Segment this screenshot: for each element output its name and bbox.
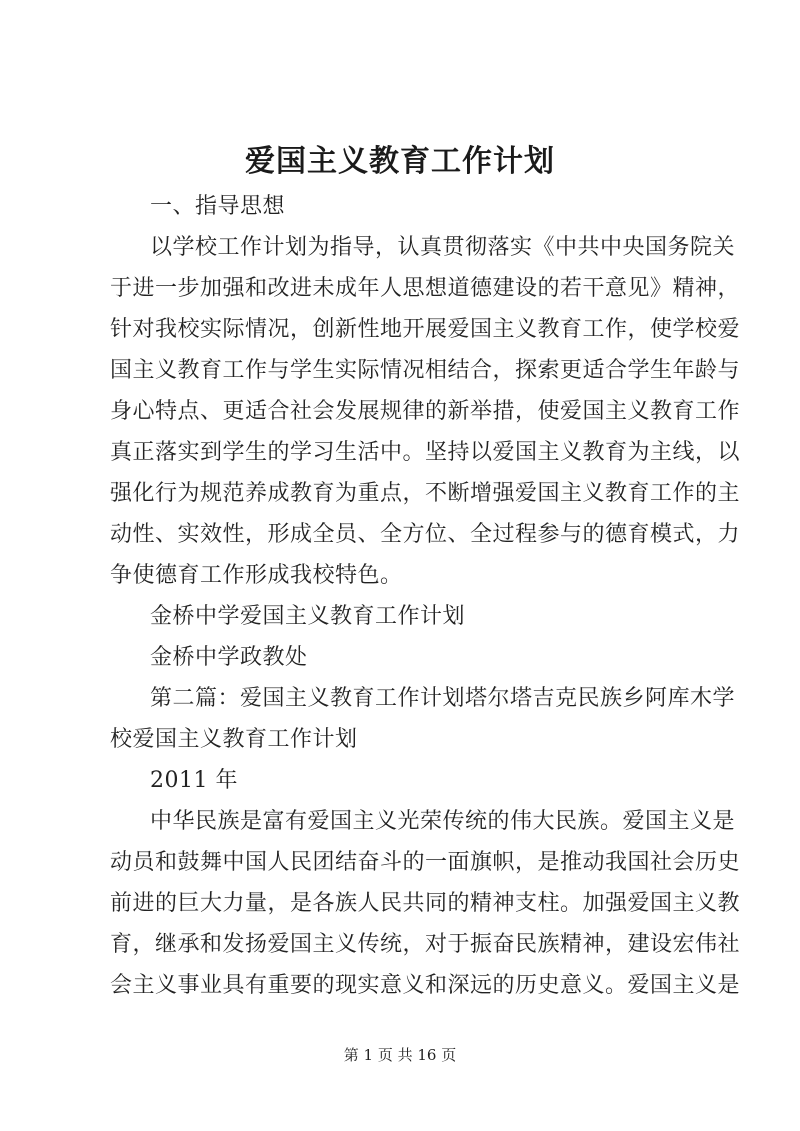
paragraph-line: 争使德育工作形成我校特色。 <box>110 563 403 588</box>
subtitle-line: 金桥中学爱国主义教育工作计划 <box>150 604 466 629</box>
paragraph-line: 真正落实到学生的学习生活中。坚持以爱国主义教育为主线，以 <box>110 440 741 465</box>
paragraph-line: 动员和鼓舞中国人民团结奋斗的一面旗帜，是推动我国社会历史 <box>110 850 741 875</box>
paragraph-line: 育，继承和发扬爱国主义传统，对于振奋民族精神，建设宏伟社 <box>110 932 741 957</box>
chapter-heading-line: 校爱国主义教育工作计划 <box>110 727 358 752</box>
chapter-heading-line: 第二篇：爱国主义教育工作计划塔尔塔吉克民族乡阿库木学 <box>150 686 736 711</box>
paragraph-line: 以学校工作计划为指导，认真贯彻落实《中共中央国务院关 <box>150 235 736 260</box>
paragraph-line: 会主义事业具有重要的现实意义和深远的历史意义。爱国主义是 <box>110 973 741 998</box>
paragraph-line: 身心特点、更适合社会发展规律的新举措，使爱国主义教育工作 <box>110 399 741 424</box>
paragraph-line: 中华民族是富有爱国主义光荣传统的伟大民族。爱国主义是 <box>150 809 736 834</box>
paragraph-line: 前进的巨大力量，是各族人民共同的精神支柱。加强爱国主义教 <box>110 891 741 916</box>
document-body <box>110 186 741 1006</box>
paragraph-line: 国主义教育工作与学生实际情况相结合，探索更适合学生年龄与 <box>110 358 741 383</box>
paragraph-line: 于进一步加强和改进未成年人思想道德建设的若干意见》精神， <box>110 276 741 301</box>
author-line: 金桥中学政教处 <box>150 645 308 670</box>
paragraph-line: 强化行为规范养成教育为重点，不断增强爱国主义教育工作的主 <box>110 481 741 506</box>
year-line: 2011 年 <box>150 768 238 793</box>
document-title: 爱国主义教育工作计划 <box>245 144 555 179</box>
page-footer: 第 1 页 共 16 页 <box>343 1046 457 1064</box>
paragraph-line: 针对我校实际情况，创新性地开展爱国主义教育工作，使学校爱 <box>110 317 741 342</box>
paragraph-line: 动性、实效性，形成全员、全方位、全过程参与的德育模式，力 <box>110 522 741 547</box>
section-heading: 一、指导思想 <box>150 194 286 219</box>
